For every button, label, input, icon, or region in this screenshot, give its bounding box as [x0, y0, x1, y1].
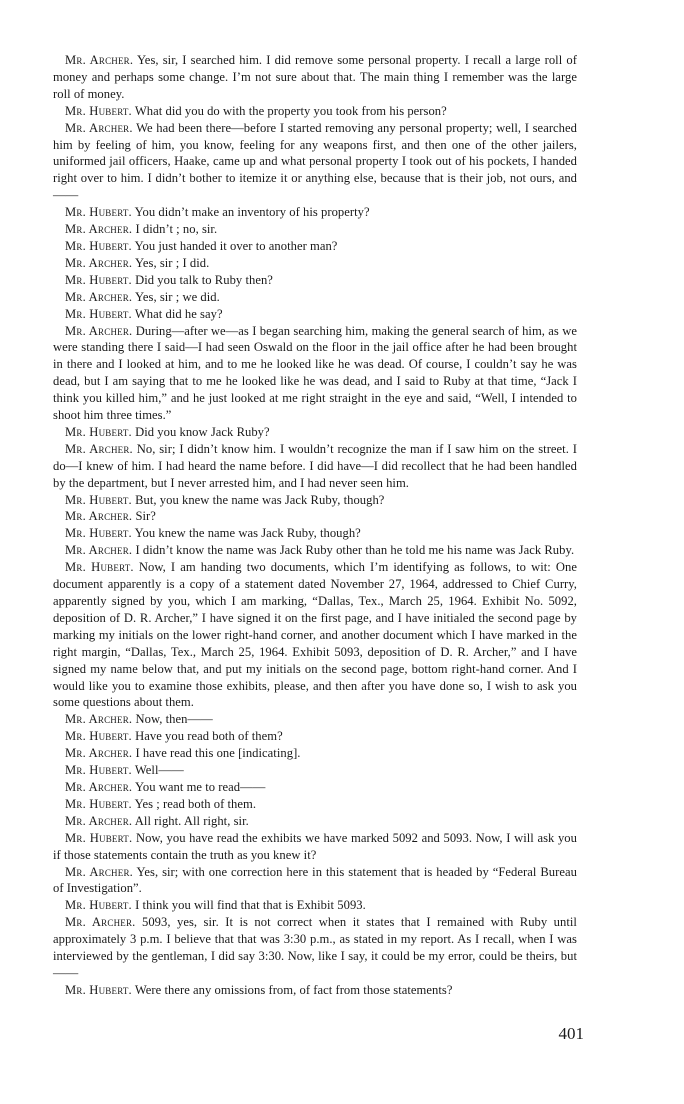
speaker-name: Mr. Archer. — [65, 779, 133, 794]
speaker-name: Mr. Archer. — [65, 813, 133, 828]
testimony-text: Well—— — [134, 763, 184, 778]
speaker-name: Mr. Hubert. — [65, 306, 132, 321]
testimony-paragraph — [53, 813, 577, 830]
testimony-paragraph — [53, 779, 577, 796]
speaker-name: Mr. Archer. — [65, 746, 133, 761]
testimony-paragraph — [53, 255, 577, 272]
page-number: 401 — [558, 1024, 584, 1043]
testimony-paragraph — [53, 711, 577, 728]
testimony-paragraph — [53, 525, 577, 542]
testimony-paragraph — [53, 306, 577, 323]
testimony-paragraph — [53, 745, 577, 762]
testimony-text: You didn’t make an inventory of his property? — [134, 205, 370, 220]
testimony-text: Sir? — [135, 509, 156, 524]
testimony-text: Did you know Jack Ruby? — [135, 424, 270, 439]
speaker-name: Mr. Hubert. — [65, 103, 132, 118]
testimony-paragraph — [53, 424, 577, 441]
speaker-name: Mr. Hubert. — [65, 560, 134, 575]
testimony-text: Have you read both of them? — [135, 729, 283, 744]
speaker-name: Mr. Hubert. — [65, 796, 132, 811]
testimony-text: But, you knew the name was Jack Ruby, though? — [135, 492, 385, 507]
testimony-text: Yes, sir ; I did. — [135, 255, 210, 270]
testimony-text: Yes, sir, I searched him. I did remove some personal property. I recall a large roll of money and perhaps some change. I’m not sure about that. The main thing I remember was the large roll of money. — [53, 53, 577, 101]
speaker-name: Mr. Archer. — [65, 255, 133, 270]
testimony-text: Now, I am handing two documents, which I’m identifying as follows, to wit: One document apparently is a copy of a statement dated November 27, 1964, addressed to Chief Curry, apparently signed by you, which I am marking, “Dallas, Tex., March 25, 1964. Exhibit No. 5092, deposition of D. R. Archer,” I have signed it on the first page, and I have initialed the second page by marking my initials on the lower right-hand corner, and another document which I have marked in the right margin, “Dallas, Tex., March 25, 1964. Exhibit 5093, deposition of D. R. Archer,” and I have signed my name below that, and put my initials on the second page, bottom right-hand corner. And I would like you to examine those exhibits, please, and then after you have done so, I wish to ask you some questions about them. — [53, 560, 577, 710]
testimony-paragraph — [53, 272, 577, 289]
testimony-paragraph — [53, 120, 577, 205]
testimony-text: Now, you have read the exhibits we have marked 5092 and 5093. Now, I will ask you if those statements contain the truth as you knew it? — [53, 830, 577, 862]
testimony-paragraph — [53, 542, 577, 559]
testimony-text: You knew the name was Jack Ruby, though? — [134, 526, 361, 541]
testimony-text: I have read this one [indicating]. — [135, 746, 301, 761]
testimony-paragraph — [53, 864, 577, 898]
speaker-name: Mr. Hubert. — [65, 729, 132, 744]
testimony-text: You want me to read—— — [135, 779, 266, 794]
speaker-name: Mr. Hubert. — [65, 424, 132, 439]
testimony-paragraph — [53, 982, 577, 999]
speaker-name: Mr. Hubert. — [65, 898, 132, 913]
testimony-text: You just handed it over to another man? — [134, 238, 338, 253]
testimony-text: During—after we—as I began searching him, making the general search of him, as we were standing there I said—I had seen Oswald on the floor in the jail office after he had been brought in there and I looked at him, and to me he looked like he was dead. Of course, I couldn’t say he was dead, but I am saying that to me he looked like he was dead, and I said to Ruby at that time, “Jack I think you killed him,” and he just looked at me right straight in the eye and said, “Well, I intended to shoot him three times.” — [53, 323, 577, 423]
testimony-text: What did he say? — [134, 306, 223, 321]
testimony-text: Yes ; read both of them. — [134, 796, 257, 811]
testimony-text: 5093, yes, sir. It is not correct when it states that I remained with Ruby until approximately 3 p.m. I believe that that was 3:30 p.m., as stated in my report. As I recall, when I was interviewed by the gentleman, I did say 3:30. Now, like I say, it could be my error, could be theirs, but—— — [53, 915, 577, 980]
speaker-name: Mr. Archer. — [65, 120, 133, 135]
testimony-paragraph — [53, 323, 577, 424]
testimony-paragraph — [53, 221, 577, 238]
speaker-name: Mr. Archer. — [65, 509, 133, 524]
testimony-text: I think you will find that that is Exhibit 5093. — [135, 898, 366, 913]
speaker-name: Mr. Hubert. — [65, 830, 133, 845]
testimony-paragraph — [53, 508, 577, 525]
testimony-text: I didn’t ; no, sir. — [135, 222, 218, 237]
speaker-name: Mr. Hubert. — [65, 205, 132, 220]
testimony-paragraph — [53, 289, 577, 306]
testimony-paragraph — [53, 103, 577, 120]
speaker-name: Mr. Archer. — [65, 53, 134, 67]
speaker-name: Mr. Archer. — [65, 289, 133, 304]
speaker-name: Mr. Hubert. — [65, 492, 132, 507]
testimony-paragraph — [53, 897, 577, 914]
testimony-text: Yes, sir ; we did. — [135, 289, 220, 304]
testimony-paragraph — [53, 796, 577, 813]
testimony-text: Were there any omissions from, of fact from those statements? — [134, 982, 453, 997]
testimony-text: I didn’t know the name was Jack Ruby other than he told me his name was Jack Ruby. — [135, 543, 575, 558]
testimony-paragraph — [53, 238, 577, 255]
speaker-name: Mr. Hubert. — [65, 763, 132, 778]
testimony-paragraph — [53, 204, 577, 221]
speaker-name: Mr. Archer. — [65, 915, 136, 930]
testimony-paragraph — [53, 728, 577, 745]
transcript-body — [53, 52, 577, 999]
speaker-name: Mr. Archer. — [65, 222, 133, 237]
testimony-text: Now, then—— — [135, 712, 213, 727]
testimony-text: We had been there—before I started removing any personal property; well, I searched him by feeling of him, you know, feeling for any weapons first, and then one of the other jailers, uniformed jail officers, Haake, came up and what personal property I took out of his pockets, I handed right over to him. I didn’t bother to itemize it or anything else, because that is their job, not ours, and—— — [53, 120, 577, 203]
testimony-paragraph — [53, 914, 577, 982]
speaker-name: Mr. Archer. — [65, 712, 133, 727]
testimony-paragraph — [53, 559, 577, 711]
testimony-paragraph — [53, 441, 577, 492]
speaker-name: Mr. Hubert. — [65, 982, 132, 997]
speaker-name: Mr. Archer. — [65, 441, 133, 456]
testimony-text: All right. All right, sir. — [134, 813, 249, 828]
speaker-name: Mr. Hubert. — [65, 238, 132, 253]
speaker-name: Mr. Hubert. — [65, 526, 132, 541]
testimony-paragraph — [53, 52, 577, 103]
testimony-text: What did you do with the property you took from his person? — [134, 103, 447, 118]
speaker-name: Mr. Archer. — [65, 543, 133, 558]
testimony-paragraph — [53, 492, 577, 509]
testimony-text: No, sir; I didn’t know him. I wouldn’t recognize the man if I saw him on the street. I do—I knew of him. I had heard the name before. I did have—I did recollect that he had been handled by the department, but I never arrested him, and I had never seen him. — [53, 441, 577, 490]
testimony-text: Did you talk to Ruby then? — [135, 272, 273, 287]
testimony-text: Yes, sir; with one correction here in this statement that is headed by “Federal Bureau of Investigation”. — [53, 864, 577, 896]
speaker-name: Mr. Hubert. — [65, 272, 132, 287]
speaker-name: Mr. Archer. — [65, 864, 134, 879]
speaker-name: Mr. Archer. — [65, 323, 133, 338]
testimony-paragraph — [53, 830, 577, 864]
testimony-paragraph — [53, 762, 577, 779]
